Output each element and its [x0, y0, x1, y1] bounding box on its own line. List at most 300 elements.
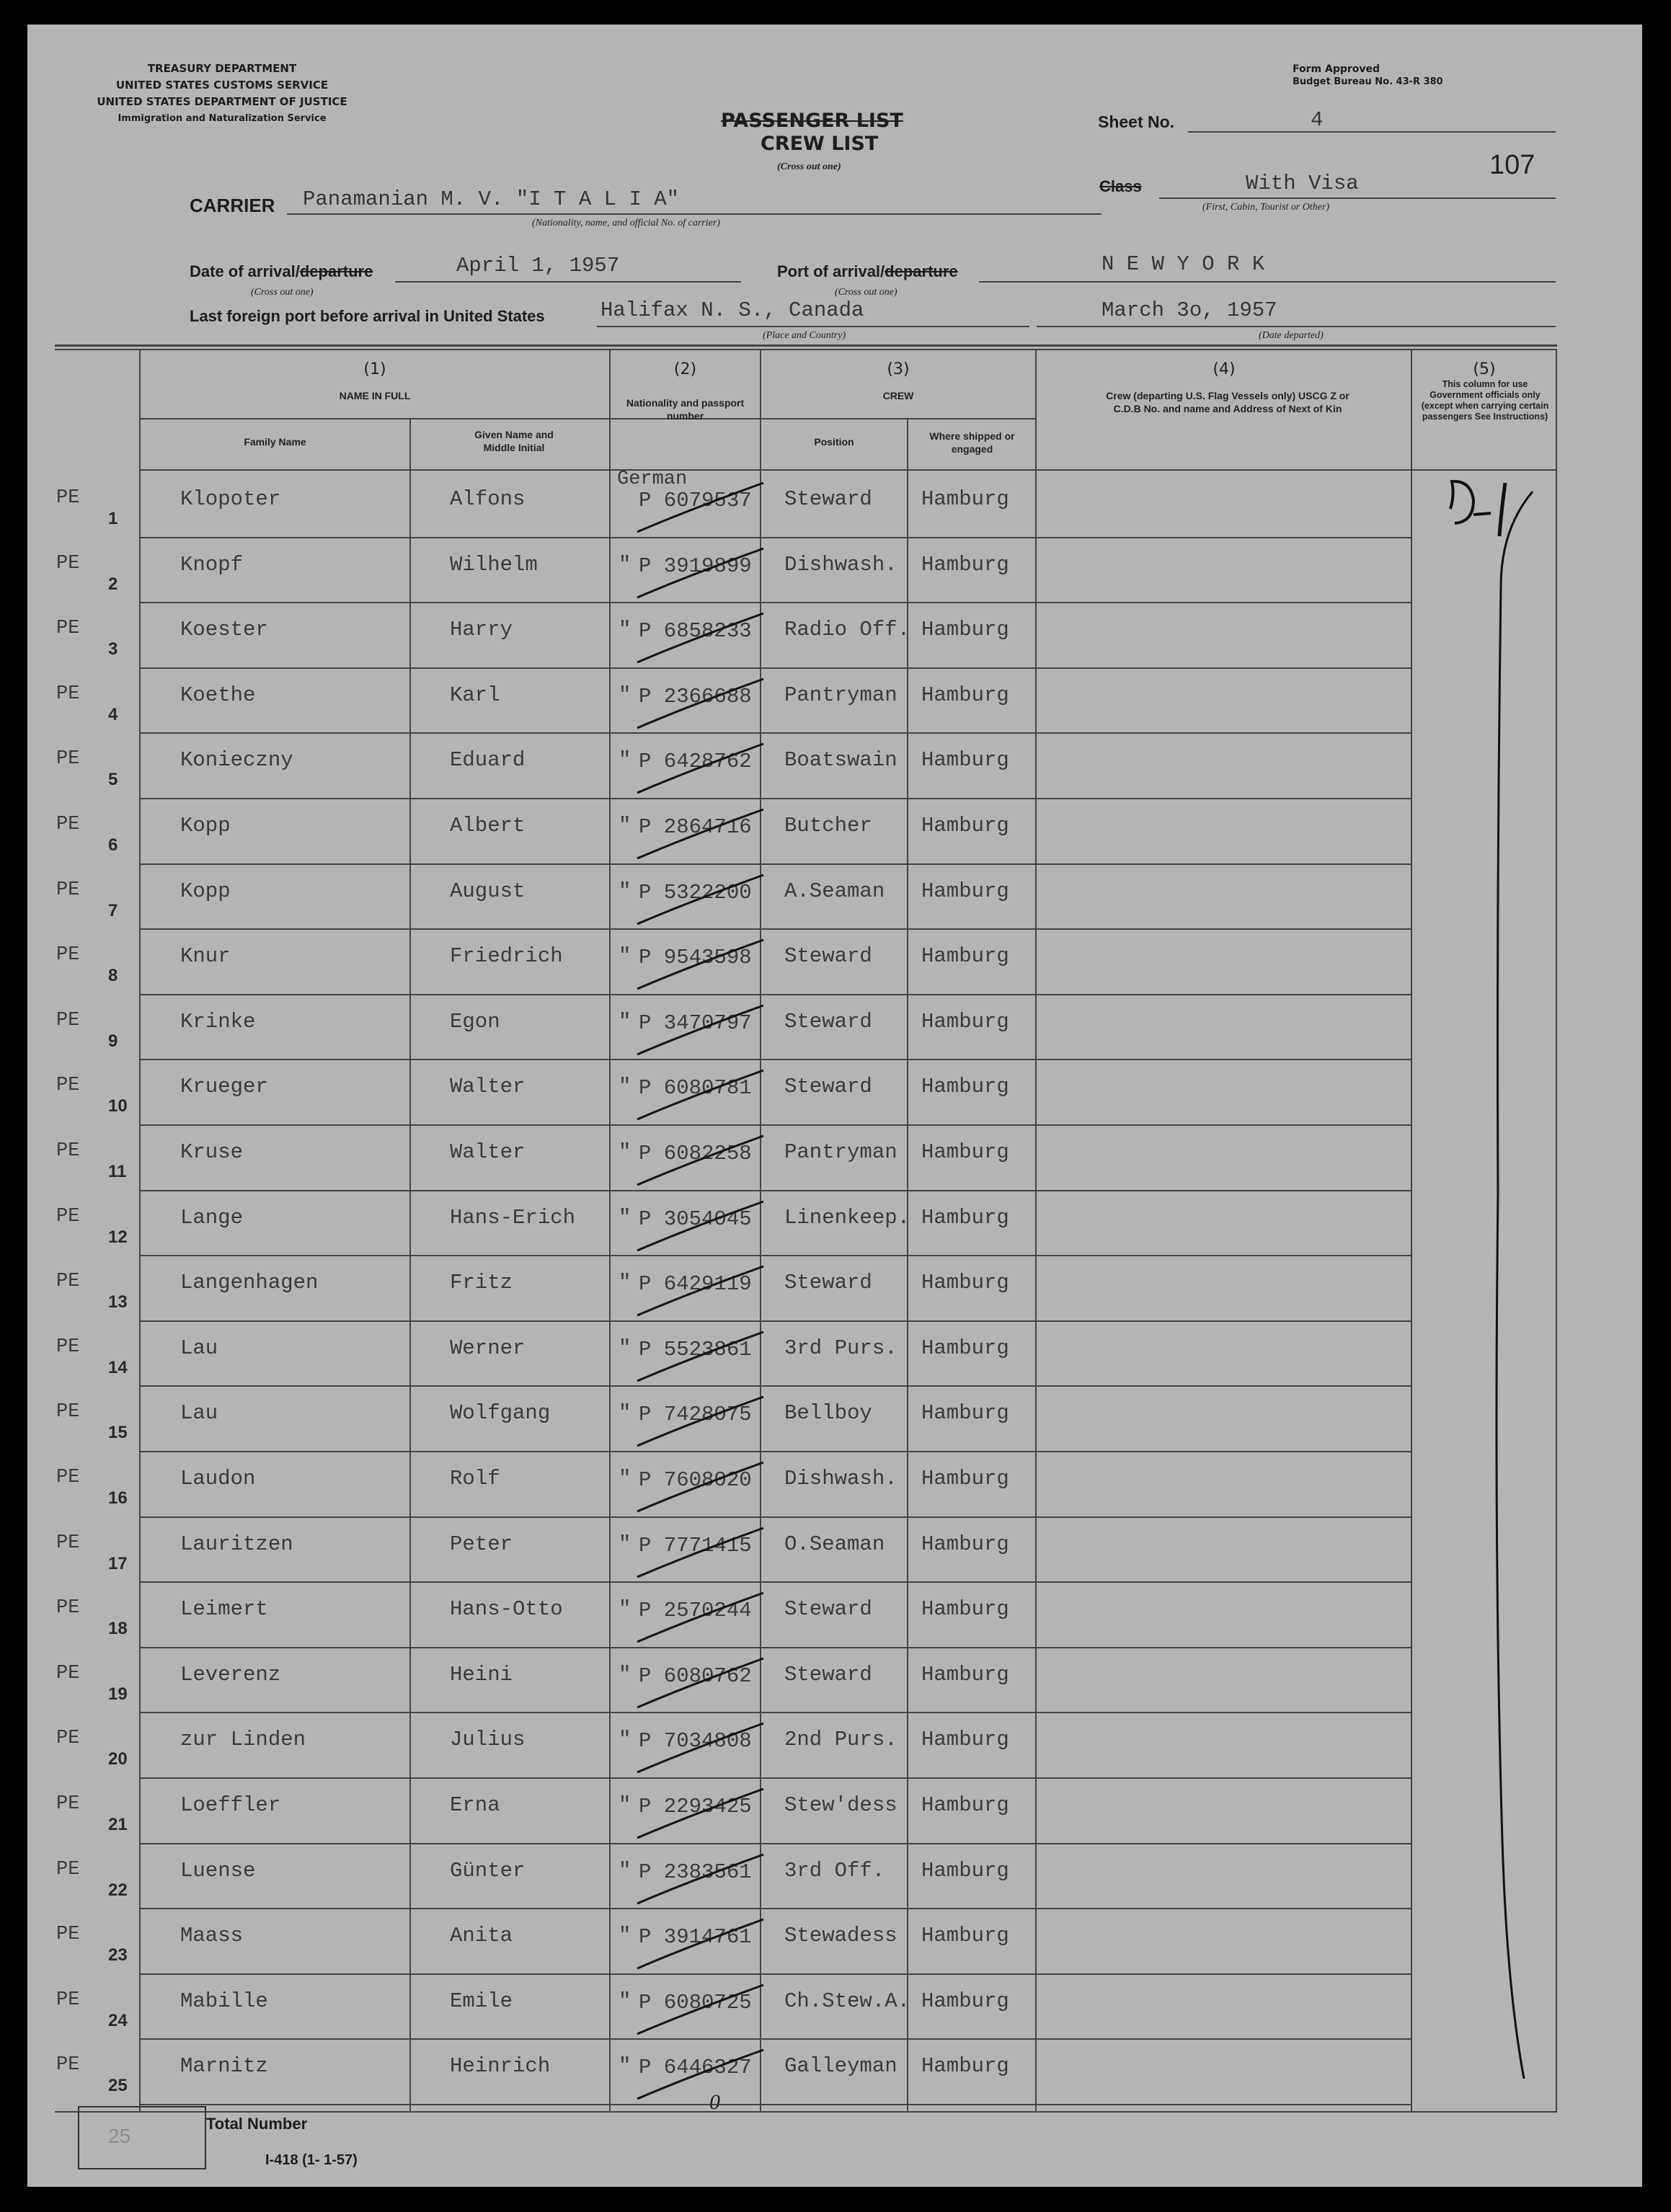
given-name-cell: Heini [450, 1663, 513, 1687]
row-divider [1037, 798, 1411, 799]
nationality-cell: " [619, 944, 631, 968]
where-shipped-header: Where shipped or engaged [929, 430, 1015, 455]
zero-mark: 0 [709, 2090, 720, 2114]
passport-cell: P 2864716 [639, 815, 752, 839]
nationality-cell: " [619, 1467, 631, 1491]
row-divider [140, 1712, 1037, 1713]
where-shipped-cell: Hamburg [921, 1336, 1009, 1360]
given-name-cell: Albert [450, 814, 526, 838]
where-shipped-cell: Hamburg [921, 1924, 1009, 1947]
passport-strike-mark [623, 933, 781, 998]
row-divider [1037, 1124, 1411, 1126]
family-name-cell: Kopp [180, 814, 231, 838]
position-cell: A.Seaman [784, 879, 885, 903]
row-mark: PE [56, 748, 80, 770]
row-divider [140, 2038, 1037, 2040]
row-number: 22 [108, 1880, 128, 1900]
passport-strike-mark [623, 1716, 781, 1781]
nationality-cell: " [619, 1728, 631, 1751]
given-name-cell: Erna [450, 1793, 500, 1817]
position-cell: Ch.Stew.A. [784, 1989, 910, 2013]
row-mark: PE [56, 1728, 80, 1749]
passport-cell: P 6080781 [639, 1076, 752, 1100]
family-name-cell: Krueger [180, 1075, 268, 1098]
last-port-label: Last foreign port before arrival in United States [190, 307, 545, 325]
nationality-cell: " [619, 1271, 631, 1294]
row-divider [1037, 1059, 1411, 1060]
given-name-cell: Hans-Erich [450, 1206, 576, 1230]
given-name-cell: August [450, 879, 526, 903]
passport-strike-mark [623, 1521, 781, 1586]
passport-strike-mark [623, 2043, 781, 2107]
row-number: 23 [108, 1945, 128, 1965]
family-name-cell: Klopoter [180, 487, 281, 511]
date-departed-caption: (Date departed) [1259, 330, 1324, 341]
position-cell: Steward [784, 1075, 872, 1098]
row-number: 3 [108, 639, 118, 659]
passenger-list-title: PASSENGER LIST [721, 110, 903, 132]
nationality-cell: " [619, 553, 631, 577]
family-name-cell: Luense [180, 1859, 256, 1883]
where-shipped-cell: Hamburg [921, 553, 1009, 577]
family-name-cell: Lauritzen [180, 1532, 293, 1556]
row-number: 4 [108, 705, 118, 724]
family-name-cell: Konieczny [180, 748, 293, 772]
nationality-cell: " [619, 1532, 631, 1556]
port-struck: departure [885, 262, 958, 280]
passport-cell: P 6082258 [639, 1142, 752, 1165]
row-divider [1037, 1320, 1411, 1322]
form-approved: Form Approved [1293, 63, 1380, 75]
where-shipped-cell: Hamburg [921, 1271, 1009, 1294]
passport-cell: P 6446327 [639, 2056, 752, 2079]
row-mark: PE [56, 1140, 80, 1162]
row-divider [1037, 1647, 1411, 1648]
where-shipped-cell: Hamburg [921, 879, 1009, 903]
sheet-label: Sheet No. [1098, 112, 1175, 131]
col2-number: (2) [673, 360, 697, 378]
nationality-cell: " [619, 1663, 631, 1687]
position-cell: Bellboy [784, 1401, 872, 1425]
row-divider [140, 1777, 1037, 1779]
passport-cell: P 3919899 [639, 554, 752, 578]
where-shipped-cell: Hamburg [921, 1467, 1009, 1491]
row-divider [1037, 1777, 1411, 1779]
given-name-cell: Günter [450, 1859, 526, 1883]
passport-cell: P 6080725 [639, 1991, 752, 2015]
row-number: 24 [108, 2011, 128, 2030]
nationality-cell: " [619, 1859, 631, 1883]
position-cell: Stewadess [784, 1924, 897, 1947]
position-cell: Steward [784, 944, 872, 968]
class-label: Class [1099, 177, 1142, 195]
passport-cell: P 7608020 [639, 1468, 752, 1492]
row-divider [140, 863, 1037, 865]
row-mark: PE [56, 1793, 80, 1815]
row-divider [1037, 1451, 1411, 1452]
nationality-cell: " [619, 1206, 631, 1230]
carrier-value: Panamanian M. V. "I T A L I A" [303, 187, 680, 211]
agency-line: TREASURY DEPARTMENT [147, 62, 297, 75]
given-name-cell: Karl [450, 683, 500, 707]
row-divider [1037, 1516, 1411, 1518]
row-number: 7 [108, 901, 118, 920]
position-cell: Dishwash. [784, 553, 897, 577]
given-name-cell: Wilhelm [450, 553, 538, 577]
given-name-cell: Walter [450, 1140, 526, 1164]
total-label: Total Number [206, 2115, 308, 2133]
position-cell: Steward [784, 487, 872, 511]
family-name-cell: Leimert [180, 1597, 268, 1621]
given-name-header: Given Name and Middle Initial [474, 429, 554, 453]
last-port-value: Halifax N. S., Canada [600, 298, 864, 322]
col1-title: NAME IN FULL [339, 390, 411, 401]
crew-list-document [27, 25, 1642, 2187]
position-cell: 3rd Off. [784, 1859, 885, 1883]
d1-mark [1426, 471, 1570, 2086]
position-header: Position [814, 436, 854, 448]
row-number: 5 [108, 770, 118, 789]
passport-strike-mark [623, 1847, 781, 1912]
passport-cell: P 6429119 [639, 1272, 752, 1296]
passport-strike-mark [623, 1455, 781, 1520]
arrival-caption: (Cross out one) [251, 287, 314, 298]
given-name-cell: Anita [450, 1924, 513, 1947]
where-shipped-cell: Hamburg [921, 748, 1009, 772]
row-mark: PE [56, 879, 80, 901]
position-cell: Pantryman [784, 1140, 897, 1164]
passport-cell: P 7034808 [639, 1729, 752, 1753]
passport-strike-mark [623, 737, 781, 801]
given-name-cell: Heinrich [450, 2054, 551, 2078]
where-shipped-cell: Hamburg [921, 814, 1009, 838]
col4-number: (4) [1213, 360, 1236, 378]
where-shipped-cell: Hamburg [921, 1728, 1009, 1751]
agency-header [71, 61, 373, 127]
row-divider [140, 667, 1037, 669]
position-cell: Steward [784, 1271, 872, 1294]
row-mark: PE [56, 1271, 80, 1292]
row-divider [140, 1385, 1037, 1387]
nationality-cell: " [619, 1989, 631, 2013]
passport-cell: P 2570244 [639, 1599, 752, 1622]
form-number: I-418 (1- 1-57) [265, 2152, 358, 2168]
row-divider [1037, 537, 1411, 538]
given-name-cell: Walter [450, 1075, 526, 1098]
given-name-cell: Friedrich [450, 944, 563, 968]
row-mark: PE [56, 618, 80, 639]
given-name-cell: Rolf [450, 1467, 500, 1491]
nationality-cell: " [619, 2054, 631, 2078]
passport-strike-mark [623, 1259, 781, 1324]
passport-cell: P 7771415 [639, 1534, 752, 1558]
row-divider [140, 1190, 1037, 1191]
family-name-cell: Koethe [180, 683, 256, 707]
col3-number: (3) [887, 360, 910, 378]
row-mark: PE [56, 1401, 80, 1423]
row-divider [140, 1124, 1037, 1126]
row-divider [1037, 1190, 1411, 1191]
passport-cell: P 6079537 [639, 489, 752, 512]
where-shipped-cell: Hamburg [921, 1401, 1009, 1425]
passport-cell: P 6428762 [639, 750, 752, 773]
row-divider [1037, 1908, 1411, 1909]
carrier-caption: (Nationality, name, and official No. of carrier) [532, 218, 720, 228]
port-label-text: Port of arrival/ [777, 262, 885, 280]
passport-cell: P 2383561 [639, 1860, 752, 1884]
col3-title: CREW [882, 390, 914, 401]
col1-number: (1) [363, 360, 386, 378]
row-divider [1037, 732, 1411, 734]
row-number: 12 [108, 1227, 128, 1247]
nationality-cell: " [619, 1793, 631, 1817]
row-divider [1037, 2104, 1411, 2105]
family-name-cell: Marnitz [180, 2054, 268, 2078]
row-divider [1037, 1843, 1411, 1844]
agency-line: UNITED STATES DEPARTMENT OF JUSTICE [97, 95, 347, 108]
family-name-cell: Mabille [180, 1989, 268, 2013]
passport-strike-mark [623, 1390, 781, 1454]
position-cell: 3rd Purs. [784, 1336, 897, 1360]
where-shipped-cell: Hamburg [921, 683, 1009, 707]
col5-mark-text [1440, 471, 1442, 472]
where-shipped-cell: Hamburg [921, 1597, 1009, 1621]
row-divider [140, 1843, 1037, 1844]
family-name-cell: Koester [180, 618, 268, 641]
position-cell: Radio Off. [784, 618, 910, 641]
row-number: 8 [108, 966, 118, 985]
crew-list-title: CREW LIST [761, 133, 879, 155]
where-shipped-cell: Hamburg [921, 487, 1009, 511]
row-divider [140, 1908, 1037, 1909]
nationality-cell: " [619, 879, 631, 903]
row-divider [140, 1647, 1037, 1648]
sheet-value: 4 [1311, 108, 1324, 132]
row-mark: PE [56, 1206, 80, 1227]
family-name-cell: Kopp [180, 879, 231, 903]
class-value: With Visa [1246, 172, 1359, 195]
row-divider [1037, 1255, 1411, 1256]
passport-cell: P 2366688 [639, 685, 752, 709]
row-mark: PE [56, 1924, 80, 1945]
row-mark: PE [56, 553, 80, 574]
given-name-cell: Harry [450, 618, 513, 641]
nationality-cell: " [619, 618, 631, 641]
row-divider [140, 798, 1037, 799]
where-shipped-cell: Hamburg [921, 1793, 1009, 1817]
port-label [777, 262, 958, 281]
where-shipped-cell: Hamburg [921, 2054, 1009, 2078]
class-caption: (First, Cabin, Tourist or Other) [1202, 202, 1330, 213]
nationality-cell: " [619, 683, 631, 707]
nationality-cell: " [619, 1924, 631, 1947]
row-divider [1037, 1712, 1411, 1713]
row-number: 10 [108, 1096, 128, 1116]
family-name-cell: Loeffler [180, 1793, 281, 1817]
row-mark: PE [56, 1532, 80, 1554]
position-cell: Dishwash. [784, 1467, 897, 1491]
family-name-cell: Leverenz [180, 1663, 281, 1687]
passport-cell: P 3470797 [639, 1011, 752, 1035]
passport-cell: P 6080762 [639, 1664, 752, 1688]
col2-title: Nationality and passport number [626, 397, 745, 422]
row-divider [140, 1973, 1037, 1975]
family-name-header: Family Name [244, 436, 306, 448]
row-mark: PE [56, 487, 80, 509]
family-name-cell: Kruse [180, 1140, 244, 1164]
given-name-cell: Emile [450, 1989, 513, 2013]
agency-line: Immigration and Naturalization Service [118, 113, 327, 124]
row-divider [1037, 928, 1411, 930]
position-cell: O.Seaman [784, 1532, 885, 1556]
row-number: 21 [108, 1815, 128, 1834]
row-divider [140, 1451, 1037, 1452]
row-divider [1037, 994, 1411, 995]
where-shipped-cell: Hamburg [921, 1010, 1009, 1034]
family-name-cell: Lange [180, 1206, 244, 1230]
given-name-cell: Werner [450, 1336, 526, 1360]
row-divider [140, 1059, 1037, 1060]
total-value: 25 [108, 2125, 131, 2147]
row-mark: PE [56, 1010, 80, 1031]
position-cell: Butcher [784, 814, 872, 838]
nationality-first: German [617, 468, 688, 490]
family-name-cell: zur Linden [180, 1728, 306, 1751]
nationality-cell: " [619, 1075, 631, 1098]
row-mark: PE [56, 1597, 80, 1619]
passport-strike-mark [623, 541, 781, 606]
row-mark: PE [56, 1663, 80, 1684]
row-number: 18 [108, 1619, 128, 1638]
passport-strike-mark [623, 1325, 781, 1390]
passport-strike-mark [623, 1194, 781, 1259]
row-mark: PE [56, 814, 80, 835]
row-divider [140, 928, 1037, 930]
row-number: 6 [108, 835, 118, 855]
passport-strike-mark [623, 868, 781, 933]
given-name-cell: Hans-Otto [450, 1597, 563, 1621]
family-name-cell: Laudon [180, 1467, 256, 1491]
where-shipped-cell: Hamburg [921, 1663, 1009, 1687]
passport-strike-mark [623, 606, 781, 671]
col5-number: (5) [1473, 360, 1496, 378]
date-departed-value: March 3o, 1957 [1102, 298, 1277, 322]
row-divider [1037, 2038, 1411, 2040]
given-name-cell: Egon [450, 1010, 500, 1034]
row-divider [140, 994, 1037, 995]
where-shipped-cell: Hamburg [921, 944, 1009, 968]
col4-title: Crew (departing U.S. Flag Vessels only) USCG Z or C.D.B No. and name and Address of Next of Kin [1106, 390, 1349, 414]
passport-cell: P 9543598 [639, 946, 752, 969]
row-mark: PE [56, 1075, 80, 1096]
position-cell: Pantryman [784, 683, 897, 707]
nationality-cell: " [619, 1336, 631, 1360]
passport-strike-mark [623, 1063, 781, 1128]
arrival-label [190, 262, 373, 281]
family-name-cell: Langenhagen [180, 1271, 319, 1294]
title-caption: (Cross out one) [777, 161, 841, 172]
row-divider [1037, 1973, 1411, 1975]
row-number: 1 [108, 509, 118, 528]
row-mark: PE [56, 944, 80, 966]
row-divider [1037, 667, 1411, 669]
passport-strike-mark [623, 672, 781, 737]
row-divider [140, 2104, 1037, 2105]
agency-line: UNITED STATES CUSTOMS SERVICE [115, 79, 329, 92]
row-number: 17 [108, 1554, 128, 1573]
passport-strike-mark [623, 998, 781, 1063]
row-mark: PE [56, 1859, 80, 1880]
nationality-cell: " [619, 1401, 631, 1425]
nationality-cell: " [619, 1597, 631, 1621]
row-number: 14 [108, 1358, 128, 1377]
row-divider [140, 1516, 1037, 1518]
where-shipped-cell: Hamburg [921, 618, 1009, 641]
where-shipped-cell: Hamburg [921, 1075, 1009, 1098]
where-shipped-cell: Hamburg [921, 1532, 1009, 1556]
passport-cell: P 7428075 [639, 1403, 752, 1426]
family-name-cell: Knur [180, 944, 231, 968]
family-name-cell: Krinke [180, 1010, 256, 1034]
row-mark: PE [56, 2054, 80, 2076]
passport-cell: P 6858233 [639, 619, 752, 643]
row-number: 9 [108, 1031, 118, 1051]
family-name-cell: Knopf [180, 553, 244, 577]
col5-title: This column for use Government officials only (except when carrying certain passengers See Instructions) [1421, 379, 1549, 422]
position-cell: Steward [784, 1010, 872, 1034]
passport-cell: P 5523861 [639, 1338, 752, 1362]
position-cell: 2nd Purs. [784, 1728, 897, 1751]
port-caption: (Cross out one) [835, 287, 897, 298]
row-divider [1037, 602, 1411, 603]
row-divider [1037, 863, 1411, 865]
passport-strike-mark [623, 1651, 781, 1716]
row-number: 19 [108, 1684, 128, 1704]
where-shipped-cell: Hamburg [921, 1989, 1009, 2013]
row-number: 13 [108, 1292, 128, 1312]
position-cell: Boatswain [784, 748, 897, 772]
given-name-cell: Peter [450, 1532, 513, 1556]
row-divider [140, 1581, 1037, 1583]
row-number: 15 [108, 1423, 128, 1442]
row-mark: PE [56, 1467, 80, 1488]
family-name-cell: Lau [180, 1401, 218, 1425]
given-name-cell: Eduard [450, 748, 526, 772]
row-divider [140, 1320, 1037, 1322]
position-cell: Linenkeep. [784, 1206, 910, 1230]
row-divider [140, 1255, 1037, 1256]
passport-strike-mark [623, 1586, 781, 1651]
carrier-label: CARRIER [190, 195, 275, 216]
position-cell: Stew'dess [784, 1793, 897, 1817]
passport-cell: P 5322200 [639, 881, 752, 905]
total-box [78, 2106, 206, 2169]
passport-strike-mark [623, 1782, 781, 1847]
nationality-cell: " [619, 1140, 631, 1164]
family-name-cell: Maass [180, 1924, 244, 1947]
position-cell: Steward [784, 1597, 872, 1621]
family-name-cell: Lau [180, 1336, 218, 1360]
port-value: N E W Y O R K [1102, 252, 1265, 276]
given-name-cell: Julius [450, 1728, 526, 1751]
passport-strike-mark [623, 802, 781, 867]
nationality-cell: " [619, 814, 631, 838]
given-name-cell: Wolfgang [450, 1401, 551, 1425]
passport-cell: P 3054045 [639, 1207, 752, 1231]
position-cell: Galleyman [784, 2054, 897, 2078]
last-port-caption: (Place and Country) [763, 330, 846, 341]
row-divider [1037, 1385, 1411, 1387]
